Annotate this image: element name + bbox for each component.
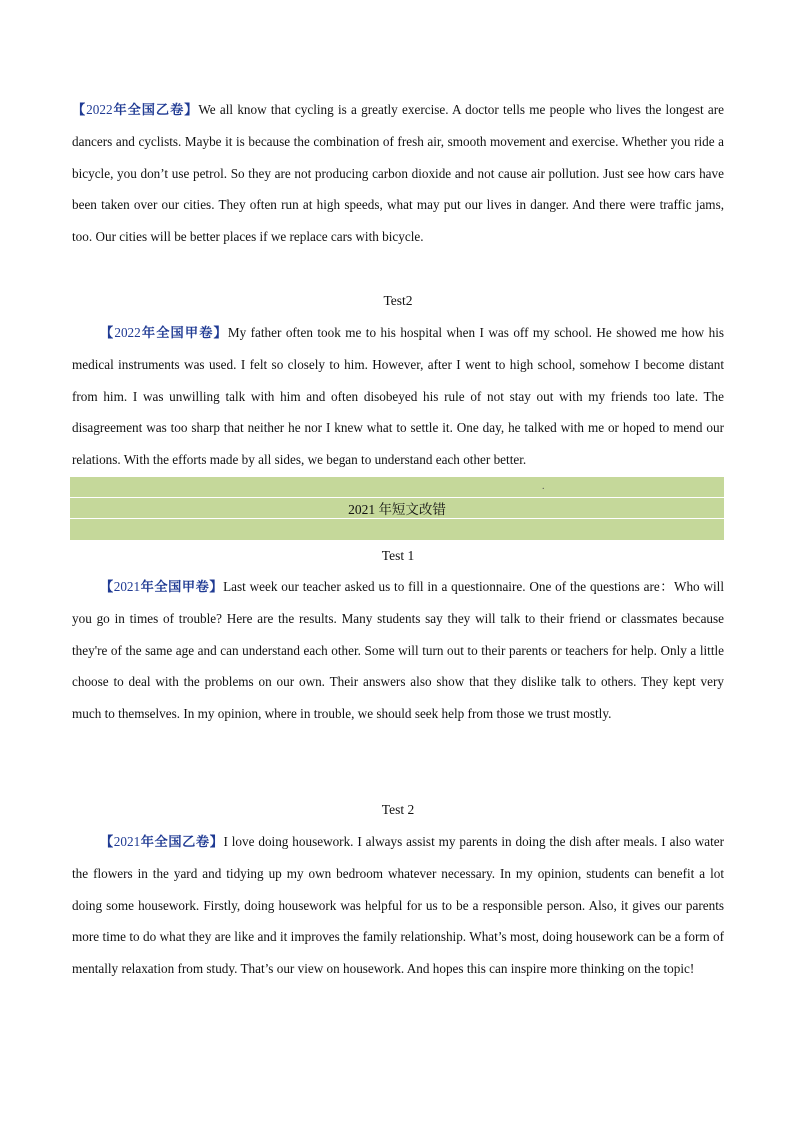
banner-row [70, 477, 724, 498]
section-title: 2021 年短文改错 [348, 502, 446, 517]
source-tag [100, 834, 223, 849]
paragraph-2021-yi [72, 826, 724, 985]
source-tag [100, 325, 228, 340]
paragraph-text: We all know that cycling is a greatly exercise. A doctor tells me people who lives the longest are dancers and cyclists. Maybe it is because the combination of fresh air, smooth movement and exercise. Whether you ride a bicycle, you don’t use petrol. So they are not producing carbon dioxide and not cause air pollution. Just see how cars have been taken over our cities. They often run at high speeds, what may put our lives in danger. And there were traffic jams, too. Our cities will be better places if we replace cars with bicycle. [72, 102, 725, 245]
paragraph-2022-jia [72, 317, 724, 476]
paragraph-text: I love doing housework. I always assist my parents in doing the dish after meals. I also water the flowers in the yard and tidying up my own bedroom whatever necessary. In my opinion, students can benefit a lot doing some housework. Firstly, doing housework was helpful for us to be a responsible person. Also, it gives our parents more time to do what they are like and it improves the family relationship. What’s most, doing housework can be a form of mentally relaxation from study. That’s our view on housework. And hopes this can inspire more thinking on the topic! [72, 834, 725, 977]
bracket-close: 】 [213, 325, 228, 340]
paragraph-text: My father often took me to his hospital when I was off my school. He showed me how his medical instruments was used. I felt so closely to him. However, after I went to high school, somehow I become distant from him. I was unwilling talk with him and often disobeyed his rule of not stay out with my friends too late. The disagreement was too sharp that neither he nor I knew what to settle it. One day, he talked with me or hoped to mend our relations. With the efforts made by all sides, we began to understand each other better. [72, 325, 725, 468]
paragraph-2021-jia [72, 571, 724, 730]
banner-dot: . [542, 481, 545, 492]
paragraph-text: Last week our teacher asked us to fill in a questionnaire. One of the questions are：Who will you go in times of trouble? Here are the results. Many students say they will talk to their friend or classmates because they're of the same age and can understand each other. Some will turn out to their parents or teachers for help. Only a little choose to deal with the problems on our own. Their answers also show that they dislike talk to others. They kept very much to themselves. In my opinion, where in trouble, we should seek help from those we trust mostly. [72, 579, 724, 722]
test2-heading: Test2 [383, 293, 413, 308]
bracket-close: 】 [209, 834, 224, 849]
bracket-close: 】 [209, 579, 224, 594]
bracket-open: 【 [100, 834, 114, 849]
tag-year: 2022 [86, 102, 113, 117]
tag-year: 2022 [114, 325, 141, 340]
bracket-open: 【 [100, 579, 114, 594]
tag-label: 年全国乙卷 [112, 102, 185, 117]
source-tag [100, 579, 223, 594]
source-tag [72, 102, 198, 117]
test1-heading: Test 1 [381, 548, 415, 563]
tag-label: 年全国乙卷 [140, 834, 210, 849]
tag-label: 年全国甲卷 [140, 579, 210, 594]
paragraph-2022-yi [72, 94, 724, 253]
bracket-open: 【 [72, 102, 87, 117]
bracket-open: 【 [100, 325, 115, 340]
tag-year: 2021 [113, 579, 141, 594]
bracket-close: 】 [184, 102, 199, 117]
section-banner [70, 477, 724, 540]
tag-year: 2021 [113, 834, 141, 849]
tag-label: 年全国甲卷 [140, 325, 214, 340]
test2-heading-2021: Test 2 [381, 802, 415, 817]
